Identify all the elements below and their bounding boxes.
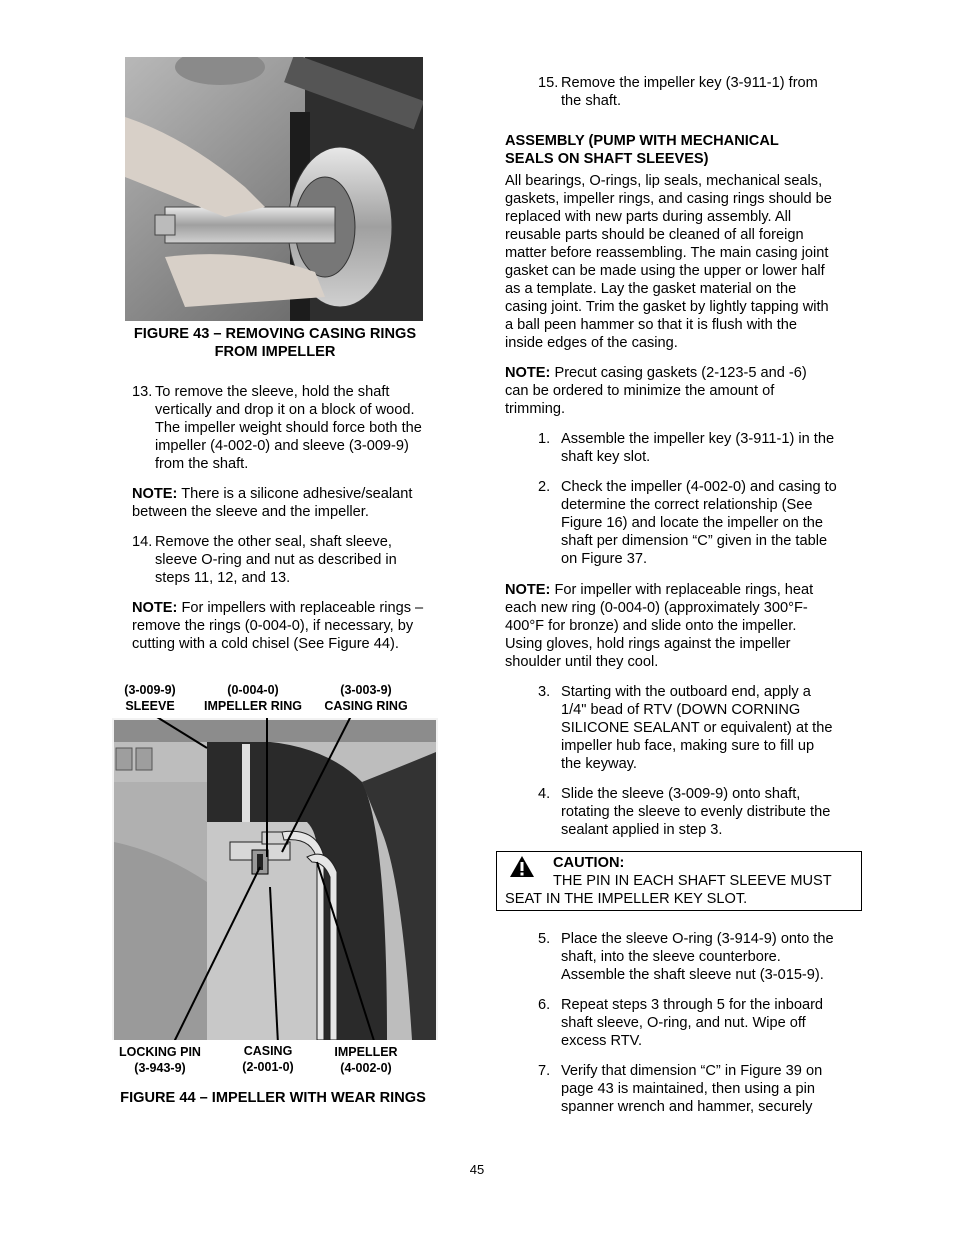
note-precut-gaskets: NOTE: Precut casing gaskets (2-123-5 and -6) can be ordered to minimize the amount of trimming. <box>505 365 807 417</box>
label-casing: CASING (2-001-0) <box>242 1044 294 1074</box>
figure-44-diagram <box>112 682 438 1078</box>
note-silicone: NOTE: There is a silicone adhesive/sealant between the sleeve and the impeller. <box>132 486 413 520</box>
warning-icon <box>509 855 535 878</box>
label-locking-pin: LOCKING PIN (3-943-9) <box>119 1045 201 1075</box>
photo-illustration <box>125 57 423 321</box>
caution-title: CAUTION: <box>553 855 625 871</box>
caution-line1: THE PIN IN EACH SHAFT SLEEVE MUST <box>553 873 832 889</box>
label-casing-ring: (3-003-9) CASING RING <box>324 683 408 713</box>
label-impeller: IMPELLER (4-002-0) <box>334 1045 398 1075</box>
page-number: 45 <box>469 1162 485 1177</box>
label-impeller-ring: (0-004-0) IMPELLER RING <box>204 683 302 713</box>
note-replaceable-rings: NOTE: For impellers with replaceable rings – remove the rings (0-004-0), if necessary, by cutting with a cold chisel (See Figure 44). <box>132 600 424 652</box>
assembly-heading: ASSEMBLY (PUMP WITH MECHANICAL SEALS ON SHAFT SLEEVES) <box>505 133 779 167</box>
figure-44-caption: FIGURE 44 – IMPELLER WITH WEAR RINGS <box>120 1090 426 1106</box>
impeller-cross-section <box>112 682 438 1078</box>
assembly-intro: All bearings, O-rings, lip seals, mechanical seals, gaskets, impeller rings, and casing rings should be replaced with new parts during assembly. All reusable parts should be cleaned of all foreign matter before reassembling. The main casing joint gasket can be made using the upper or lower half as a template. Lay the gasket material on the casing joint. Trim the gasket by lightly tapping with a ball peen hammer so that it is flush with the inside edges of the casing. <box>505 173 832 351</box>
figure-43-photo <box>125 57 423 321</box>
caution-box <box>496 851 862 911</box>
figure-43-caption: FIGURE 43 – REMOVING CASING RINGS FROM IMPELLER <box>133 326 417 360</box>
label-sleeve: (3-009-9) SLEEVE <box>124 683 176 713</box>
note-heat-rings: NOTE: For impeller with replaceable rings, heat each new ring (0-004-0) (approximately 300°F- 400°F for bronze) and slide onto the impeller. Using gloves, hold rings against the impeller shoulder until they cool. <box>505 582 814 670</box>
caution-line2: SEAT IN THE IMPELLER KEY SLOT. <box>505 891 748 907</box>
